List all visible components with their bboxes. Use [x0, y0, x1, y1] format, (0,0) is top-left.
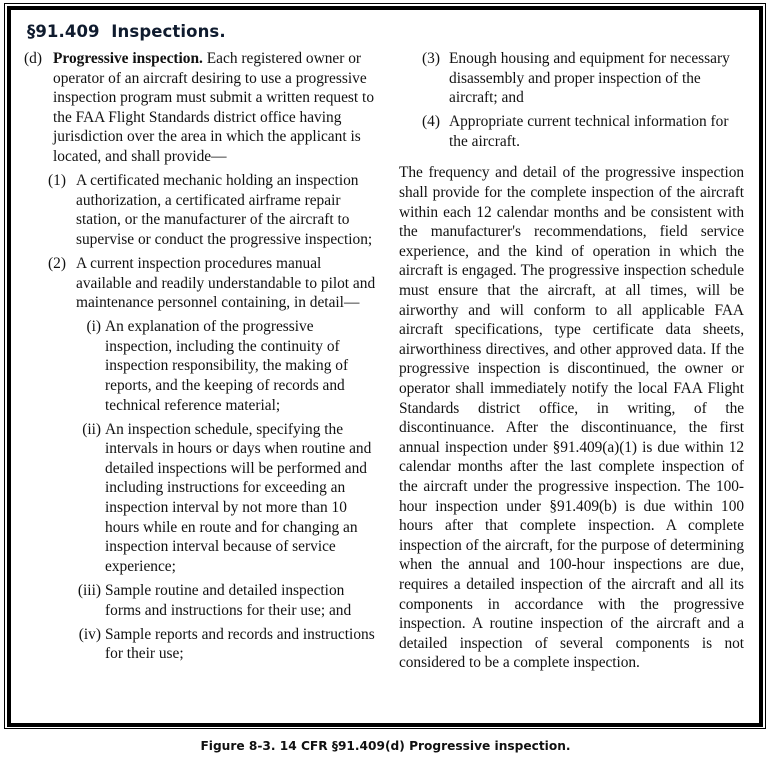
sub-item-label: (iv) [78, 625, 101, 643]
sub-item-label: (ii) [82, 420, 101, 438]
sub-item-text: An explanation of the progressive inspection, including the continuity of inspection responsibility, the making of reports, and the keeping of records and technical reference material; [105, 318, 349, 414]
left-column [24, 49, 376, 668]
list-item-3 [399, 49, 744, 108]
sub-item-iv [24, 625, 376, 664]
list-item-label: (3) [422, 50, 440, 67]
sub-item-ii [24, 420, 376, 577]
sub-item-iii [24, 581, 376, 620]
list-item-4 [399, 112, 744, 151]
section-title: §91.409 Inspections. [27, 22, 226, 41]
paragraph-d-label: (d) [24, 50, 42, 67]
paragraph-d-text: Each registered owner or operator of an aircraft desiring to use a progressive inspection program must submit a written request to the FAA Flight Standards district office having jurisdiction over the area in which the applicant is located, and shall provide— [53, 50, 375, 165]
list-item-text: Appropriate current technical information for the aircraft. [449, 113, 729, 150]
sub-item-i [24, 317, 376, 415]
list-item-label: (2) [48, 254, 66, 272]
sub-item-text: Sample reports and records and instructions for their use; [105, 625, 375, 663]
list-item-2 [24, 254, 376, 313]
list-item-text: Enough housing and equipment for necessary disassembly and proper inspection of the aircraft; and [449, 50, 730, 107]
sub-item-label: (iii) [77, 581, 101, 599]
list-item-text: A current inspection procedures manual available and readily understandable to pilot and maintenance personnel containing, in detail— [76, 254, 376, 312]
sub-item-label: (i) [86, 318, 101, 336]
figure-caption: Figure 8-3. 14 CFR §91.409(d) Progressive inspection. [200, 739, 571, 753]
paragraph-d-heading: Progressive inspection. [53, 50, 203, 67]
sub-item-text: An inspection schedule, specifying the intervals in hours or days when routine and detailed inspections will be performed and including instructions for exceeding an inspection interval by not more than 10 hours while en route and for changing an inspection interval because of service experience; [105, 420, 372, 575]
list-item-1 [24, 171, 376, 249]
list-item-label: (4) [422, 113, 440, 131]
list-item-label: (1) [48, 172, 66, 190]
list-item-text: A certificated mechanic holding an inspection authorization, a certificated airframe repair station, or the manufacturer of the aircraft to supervise or conduct the progressive inspection; [76, 172, 373, 248]
right-column [399, 49, 744, 673]
frequency-paragraph: The frequency and detail of the progressive inspection shall provide for the complete inspection of the aircraft within each 12 calendar months and be consistent with the manufacturer's recommendations, field service experience, and the kind of operation in which the aircraft is engaged. The progressive inspection schedule must ensure that the aircraft, at all times, will be airworthy and will conform to all applicable FAA aircraft specifications, type certificate data sheets, airworthiness directives, and other approved data. If the progressive inspection is discontinued, the owner or operator shall immediately notify the local FAA Flight Standards district office, in writing, of the discontinuance. After the discontinuance, the first annual inspection under §91.409(a)(1) is due within 12 calendar months after the last complete inspection of the aircraft under the progressive inspection. The 100-hour inspection under §91.409(b) is due within 100 hours after that complete inspection. A complete inspection of the aircraft, for the purpose of determining when the annual and 100-hour inspections are due, requires a detailed inspection of the aircraft and all its components in accordance with the progressive inspection. A routine inspection of the aircraft and a detailed inspection of several components is not considered to be a complete inspection. [399, 164, 744, 672]
paragraph-d [24, 49, 376, 167]
sub-item-text: Sample routine and detailed inspection forms and instructions for their use; and [105, 581, 352, 619]
